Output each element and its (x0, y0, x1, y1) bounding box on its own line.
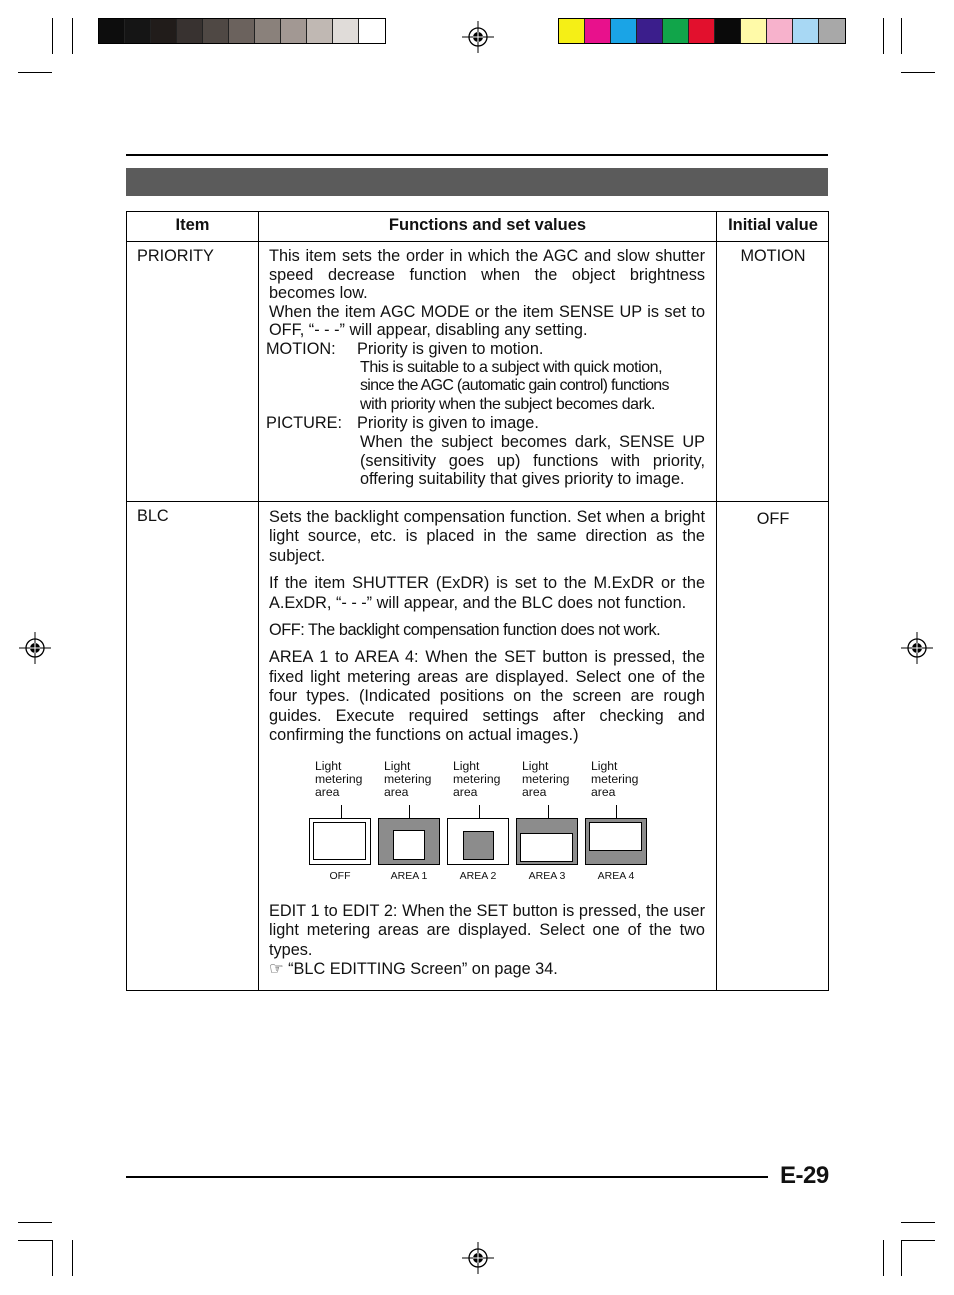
motion-desc: Priority is given to motion. (357, 339, 544, 358)
blc-edit-paragraph (269, 902, 705, 980)
metering-area (463, 831, 494, 860)
color-swatch (611, 19, 637, 43)
settings-table (126, 211, 829, 991)
grayscale-swatch (177, 19, 203, 43)
crop-mark (52, 18, 53, 54)
metering-screen (516, 818, 578, 865)
diagram-label (522, 760, 592, 799)
motion-key: MOTION: (266, 339, 336, 358)
crop-mark (883, 18, 884, 54)
priority-picture-row (266, 414, 705, 433)
crop-mark (18, 1222, 52, 1223)
initial-blc: OFF (756, 510, 790, 528)
diagram-label-line: Light (522, 759, 549, 773)
registration-mark-icon (462, 21, 494, 53)
diagram-caption: AREA 4 (597, 870, 635, 882)
color-swatch (585, 19, 611, 43)
diagram-label-line: area (591, 785, 616, 799)
metering-area (589, 822, 642, 851)
motion-detail-line: since the AGC (automatic gain control) functions (360, 377, 669, 395)
crop-mark (901, 1222, 935, 1223)
diagram-label-line: Light (384, 759, 411, 773)
priority-description (266, 247, 705, 489)
registration-mark-icon (19, 632, 51, 664)
diagram-label (591, 760, 661, 799)
motion-detail (360, 359, 705, 415)
color-swatch (715, 19, 741, 43)
blc-reference-link[interactable]: “BLC EDITTING Screen” on page 34. (288, 960, 558, 979)
registration-mark-icon (901, 632, 933, 664)
color-swatch (819, 19, 845, 43)
diagram-caption: AREA 1 (390, 870, 428, 882)
metering-screen (309, 818, 371, 865)
crop-mark (18, 72, 52, 73)
diagram-caption: AREA 2 (459, 870, 497, 882)
color-swatch (741, 19, 767, 43)
grayscale-swatch (125, 19, 151, 43)
priority-paragraph: This item sets the order in which the AGC and slow shutter speed decrease function when the object brightness becomes low. (269, 247, 705, 303)
diagram-label (384, 760, 454, 799)
diagram-label-line: area (384, 785, 409, 799)
crop-mark (901, 72, 935, 73)
metering-area (520, 833, 573, 862)
priority-motion-row (266, 340, 705, 359)
grayscale-swatch (99, 19, 125, 43)
color-swatch (637, 19, 663, 43)
item-blc: BLC (137, 507, 169, 525)
diagram-label-line: metering (384, 772, 432, 786)
diagram-label-line: Light (453, 759, 480, 773)
diagram-label (315, 760, 385, 799)
registration-mark-icon (462, 1242, 494, 1274)
color-swatch (559, 19, 585, 43)
diagram-label-line: Light (591, 759, 618, 773)
diagram-label (453, 760, 523, 799)
color-swatch (767, 19, 793, 43)
grayscale-swatch (229, 19, 255, 43)
color-swatch (663, 19, 689, 43)
blc-paragraph: If the item SHUTTER (ExDR) is set to the M.ExDR or the A.ExDR, “- - -” will appear, and the BLC does not function. (269, 574, 705, 612)
motion-detail-line: This is suitable to a subject with quick motion, (360, 358, 663, 376)
grayscale-swatch-bar (98, 18, 386, 44)
grayscale-swatch (281, 19, 307, 43)
header-item: Item (175, 216, 210, 234)
color-swatch (689, 19, 715, 43)
diagram-label-line: area (522, 785, 547, 799)
grayscale-swatch (151, 19, 177, 43)
blc-paragraph: OFF: The backlight compensation function does not work. (269, 621, 661, 640)
priority-paragraph: When the item AGC MODE or the item SENSE UP is set to OFF, “- - -” will appear, disabling any setting. (269, 302, 705, 340)
pointing-hand-icon: ☞ (269, 960, 284, 979)
column-divider (258, 212, 259, 990)
metering-screen (585, 818, 647, 865)
diagram-label-line: metering (591, 772, 639, 786)
row-divider (127, 241, 828, 242)
blc-paragraph: AREA 1 to AREA 4: When the SET button is pressed, the fixed light metering areas are displayed. Select one of the four types. (Indicated positions on the screen are rough guides. Execute required settings after checking and confirming the functions on actual images.) (269, 648, 705, 745)
diagram-caption: AREA 3 (528, 870, 566, 882)
crop-mark (52, 1240, 53, 1276)
diagram-label-line: area (453, 785, 478, 799)
diagram-label-line: metering (315, 772, 363, 786)
blc-edit-text: EDIT 1 to EDIT 2: When the SET button is pressed, the user light metering areas are displayed. Select one of the two types. (269, 902, 705, 959)
grayscale-swatch (203, 19, 229, 43)
crop-mark (72, 18, 73, 54)
crop-mark (901, 18, 902, 54)
crop-mark (901, 1240, 935, 1241)
row-divider (127, 501, 828, 502)
diagram-label-line: Light (315, 759, 342, 773)
metering-screen (447, 818, 509, 865)
header-functions: Functions and set values (388, 216, 587, 234)
grayscale-swatch (333, 19, 359, 43)
crop-mark (883, 1240, 884, 1276)
grayscale-swatch (255, 19, 281, 43)
section-title-band (126, 168, 828, 196)
page-number: E-29 (780, 1162, 829, 1189)
blc-paragraph: Sets the backlight compensation function. Set when a bright light source, etc. is placed in the same direction as the subject. (269, 508, 705, 565)
column-divider (716, 212, 717, 990)
color-swatch (793, 19, 819, 43)
picture-detail: When the subject becomes dark, SENSE UP (sensitivity goes up) functions with priority, offering suitability that gives priority to image. (360, 432, 705, 489)
color-swatch-bar (558, 18, 846, 44)
diagram-label-line: area (315, 785, 340, 799)
metering-area (393, 830, 425, 860)
grayscale-swatch (359, 19, 385, 43)
crop-mark (901, 1240, 902, 1276)
crop-mark (18, 1240, 52, 1241)
metering-area (313, 822, 366, 860)
footer-rule (126, 1176, 768, 1178)
blc-reference[interactable] (269, 960, 705, 979)
motion-detail-line: with priority when the subject becomes dark. (360, 395, 656, 413)
crop-mark (72, 1240, 73, 1276)
diagram-label-line: metering (522, 772, 570, 786)
metering-screen (378, 818, 440, 865)
diagram-label-line: metering (453, 772, 501, 786)
picture-desc: Priority is given to image. (357, 414, 539, 433)
picture-key: PICTURE: (266, 414, 342, 433)
diagram-caption: OFF (329, 870, 351, 882)
header-rule (126, 154, 828, 156)
header-initial-value: Initial value (728, 216, 818, 234)
item-priority: PRIORITY (137, 247, 214, 265)
initial-priority: MOTION (740, 247, 806, 265)
grayscale-swatch (307, 19, 333, 43)
blc-description (269, 508, 705, 745)
